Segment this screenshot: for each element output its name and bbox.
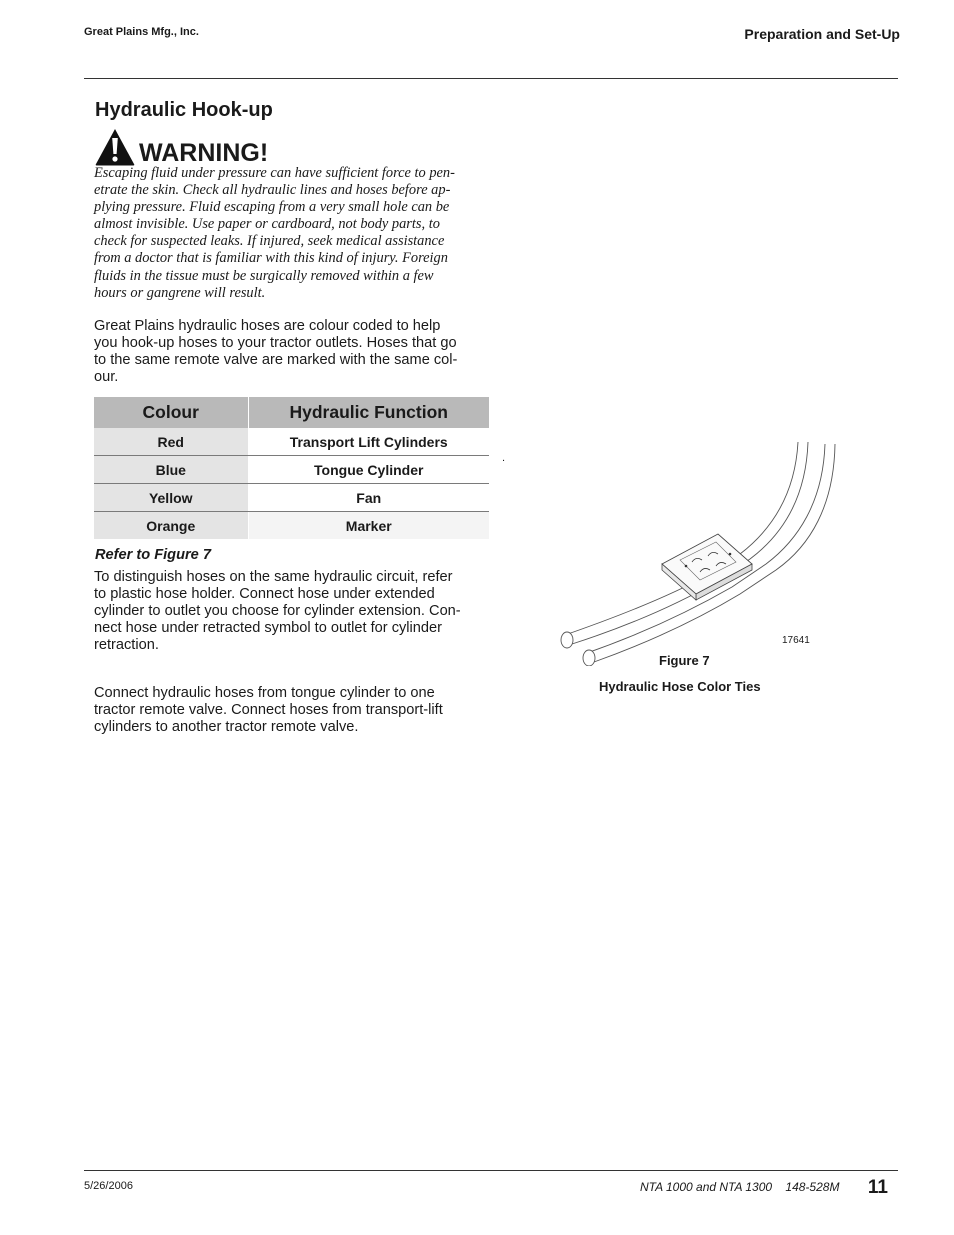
hose-color-ties-illustration <box>540 436 850 666</box>
table-row <box>94 484 489 512</box>
table-row <box>94 456 489 484</box>
stray-mark: . <box>502 452 506 464</box>
connect-line: cylinders to another tractor remote valve. <box>94 719 359 736</box>
warning-line: plying pressure. Fluid escaping from a very small hole can be <box>94 199 450 216</box>
hose-end-left <box>561 632 573 648</box>
intro-line: Great Plains hydraulic hoses are colour coded to help <box>94 318 441 334</box>
connect-paragraph <box>94 685 486 736</box>
warning-line: etrate the skin. Check all hydraulic lines and hoses before ap- <box>94 182 451 199</box>
warning-text <box>94 165 486 302</box>
warning-line: check for suspected leaks. If injured, seek medical assistance <box>94 233 445 250</box>
hose-end-right <box>583 650 595 666</box>
warning-line: Escaping fluid under pressure can have sufficient force to pen- <box>94 165 455 181</box>
header-company: Great Plains Mfg., Inc. <box>84 26 199 38</box>
table-cell-function: Transport Lift Cylinders <box>248 428 489 456</box>
table-cell-colour: Blue <box>94 456 248 484</box>
table-header-colour: Colour <box>94 397 248 428</box>
table-cell-colour: Orange <box>94 512 248 540</box>
table-cell-colour: Yellow <box>94 484 248 512</box>
connect-line: tractor remote valve. Connect hoses from transport-lift <box>94 702 443 719</box>
table-header-function: Hydraulic Function <box>248 397 489 428</box>
warning-line: fluids in the tissue must be surgically removed within a few <box>94 267 434 284</box>
intro-line: our. <box>94 369 119 386</box>
figure-caption: Hydraulic Hose Color Ties <box>599 679 761 694</box>
colour-function-table <box>94 397 489 539</box>
intro-line: to the same remote valve are marked with the same col- <box>94 352 458 369</box>
intro-paragraph <box>94 318 486 386</box>
header-section: Preparation and Set-Up <box>744 26 900 42</box>
footer-date: 5/26/2006 <box>84 1180 133 1192</box>
figure-label: Figure 7 <box>659 653 710 668</box>
circuit-line: To distinguish hoses on the same hydraulic circuit, refer <box>94 569 453 585</box>
warning-triangle-icon <box>95 128 135 166</box>
table-row <box>94 428 489 456</box>
header-rule <box>84 78 898 79</box>
circuit-paragraph <box>94 569 486 654</box>
table-header-row <box>94 397 489 428</box>
footer-rule <box>84 1170 898 1171</box>
figure-part-number: 17641 <box>782 635 810 646</box>
warning-line: hours or gangrene will result. <box>94 284 266 301</box>
hose-holder <box>662 534 752 600</box>
footer-document-id: NTA 1000 and NTA 1300 148-528M <box>640 1180 840 1194</box>
figure-reference: Refer to Figure 7 <box>95 547 211 563</box>
table-cell-function: Marker <box>248 512 489 540</box>
table-cell-function: Fan <box>248 484 489 512</box>
circuit-line: to plastic hose holder. Connect hose under extended <box>94 586 435 603</box>
intro-line: you hook-up hoses to your tractor outlets. Hoses that go <box>94 335 457 352</box>
circuit-line: cylinder to outlet you choose for cylinder extension. Con- <box>94 603 461 620</box>
warning-title: WARNING! <box>139 139 269 167</box>
warning-heading <box>95 128 268 166</box>
warning-line: almost invisible. Use paper or cardboard, not body parts, to <box>94 216 440 233</box>
connect-line: Connect hydraulic hoses from tongue cylinder to one <box>94 685 435 701</box>
circuit-line: retraction. <box>94 637 159 654</box>
circuit-line: nect hose under retracted symbol to outlet for cylinder <box>94 620 442 637</box>
warning-line: from a doctor that is familiar with this kind of injury. Foreign <box>94 250 448 267</box>
page-number: 11 <box>867 1177 888 1198</box>
table-cell-function: Tongue Cylinder <box>248 456 489 484</box>
section-title: Hydraulic Hook-up <box>95 99 273 121</box>
table-cell-colour: Red <box>94 428 248 456</box>
table-row <box>94 512 489 540</box>
